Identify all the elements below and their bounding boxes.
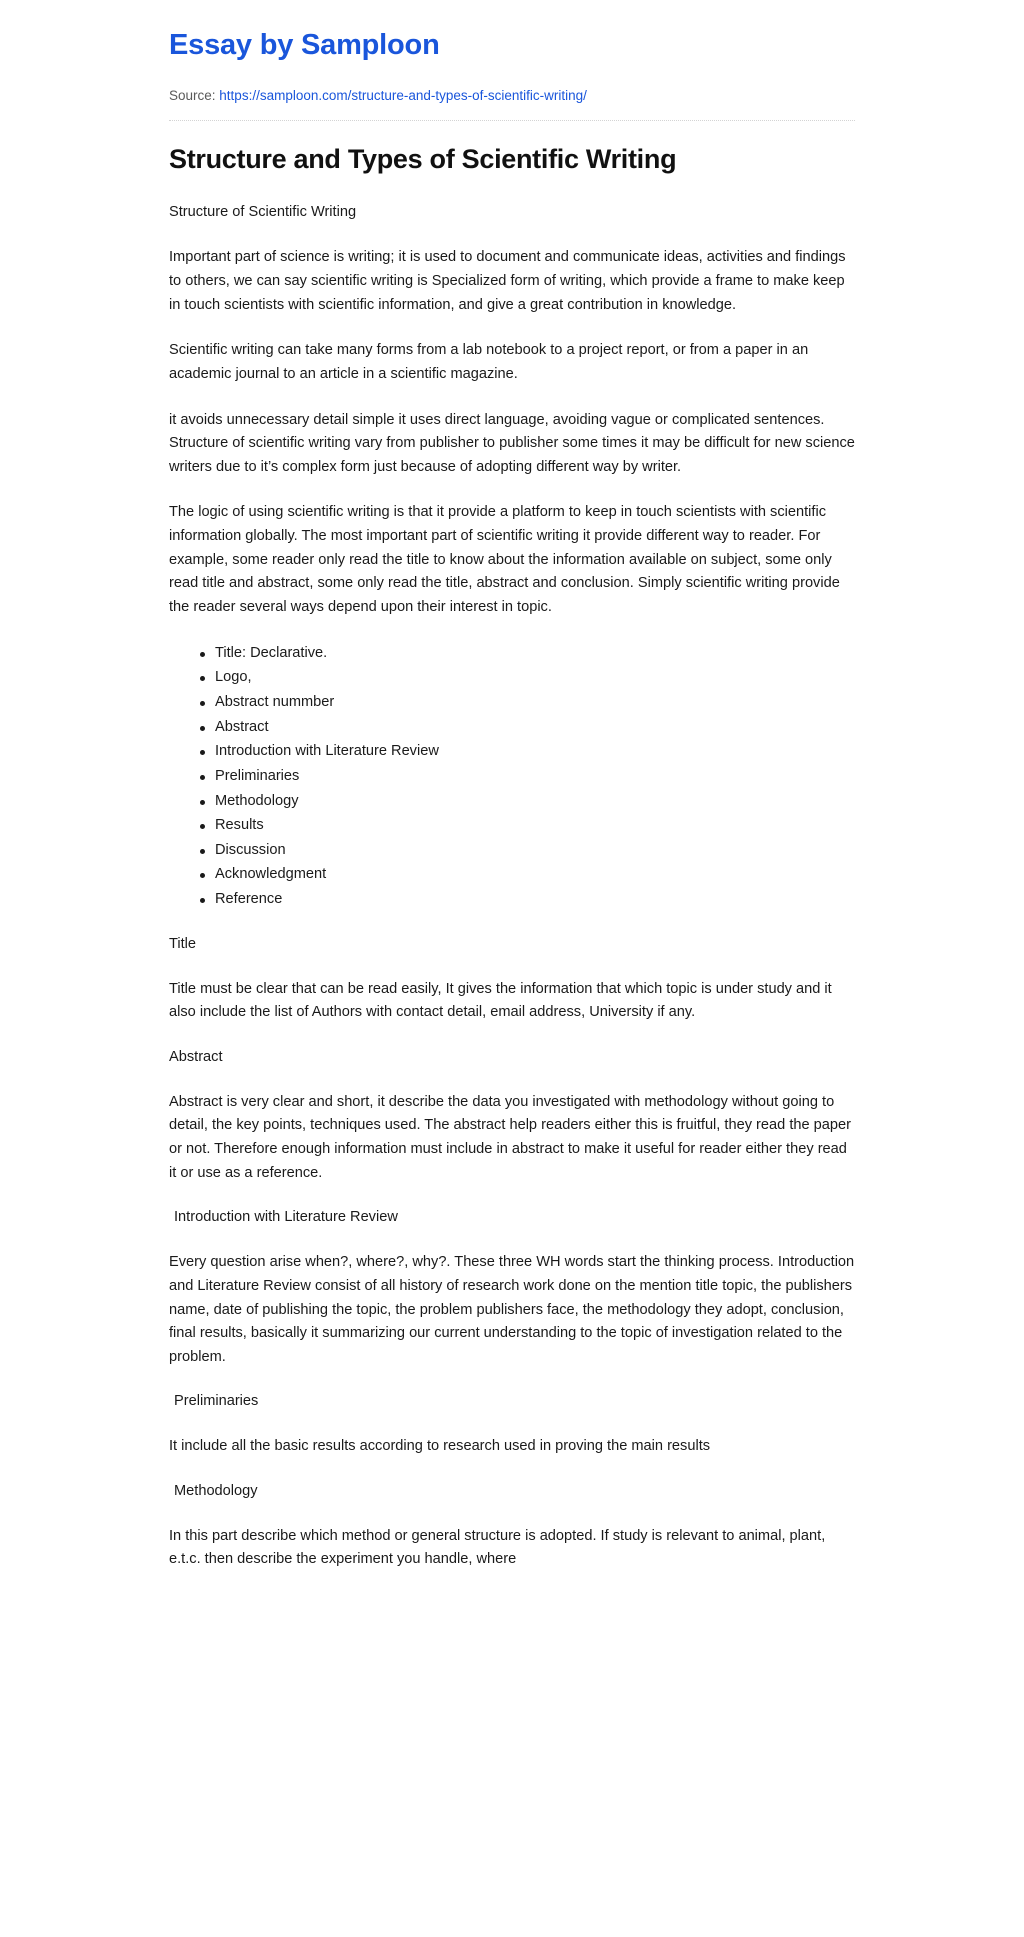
list-item: Logo, [215,666,855,690]
document-content-column [169,0,855,1572]
list-item: Results [215,814,855,838]
list-item: Introduction with Literature Review [215,740,855,764]
source-line [169,87,855,106]
article-body [169,202,855,1572]
section-heading: Introduction with Literature Review [174,1209,398,1226]
body-paragraph: it avoids unnecessary detail simple it uses direct language, avoiding vague or complicated sentences. Structure of scientific writing vary from publisher to publisher some times it may be difficult for new science writers due to it’s complex form just because of adopting different way by writer. [169,411,855,475]
body-paragraph: Abstract is very clear and short, it describe the data you investigated with methodology without going to detail, the key points, techniques used. The abstract help readers either this is fruitful, they read the paper or not. Therefore enough information must include in abstract to make it useful for reader either they read it or use as a reference. [169,1093,851,1181]
body-paragraph: Every question arise when?, where?, why?. These three WH words start the thinking process. Introduction and Literature Review consist of all history of research work done on the mention title topic, the publishers name, date of publishing the topic, the problem publishers face, the methodology they adopt, conclusion, final results, basically it summarizing our current understanding to the topic of investigation related to the problem. [169,1254,855,1365]
section-heading: Methodology [174,1482,258,1499]
source-url-link[interactable]: https://samploon.com/structure-and-types-of-scientific-writing/ [219,87,587,103]
list-item: Methodology [215,790,855,814]
body-paragraph: The logic of using scientific writing is that it provide a platform to keep in touch scientists with scientific information globally. The most important part of scientific writing it provide different way to reader. For example, some reader only read the title to know about the information available on subject, some only read title and abstract, some only read the title, abstract and conclusion. Simply scientific writing provide the reader several ways depend upon their interest in topic. [169,504,840,616]
body-paragraph: In this part describe which method or general structure is adopted. If study is relevant to animal, plant, e.t.c. then describe the experiment you handle, where [169,1527,826,1568]
section-heading: Title [169,935,197,952]
page-title: Structure and Types of Scientific Writing [169,143,677,174]
list-item: Acknowledgment [215,863,855,887]
body-paragraph: Scientific writing can take many forms from a lab notebook to a project report, or from a paper in an academic journal to an article in a scientific magazine. [169,342,809,382]
list-item: Title: Declarative. [215,642,855,666]
site-brand-title: Essay by Samploon [169,29,440,61]
list-item: Preliminaries [215,765,855,789]
body-paragraph: Title must be clear that can be read easily, It gives the information that which topic is under study and it also include the list of Authors with contact detail, email address, University if any. [169,980,832,1021]
section-heading: Abstract [169,1048,223,1065]
source-label: Source: [169,87,216,103]
list-item: Abstract [215,716,855,740]
body-paragraph: It include all the basic results according to research used in proving the main results [169,1438,711,1455]
list-item: Reference [215,888,855,912]
structure-bullet-list [169,642,855,912]
body-paragraph: Important part of science is writing; it is used to document and communicate ideas, activities and findings to others, we can say scientific writing is Specialized form of writing, which provide a frame to make keep in touch scientists with scientific information, and give a great contribution in knowledge. [169,249,846,313]
section-heading: Structure of Scientific Writing [169,204,357,221]
list-item: Discussion [215,839,855,863]
list-item: Abstract nummber [215,691,855,715]
section-heading: Preliminaries [174,1393,259,1410]
header-divider [169,120,855,121]
